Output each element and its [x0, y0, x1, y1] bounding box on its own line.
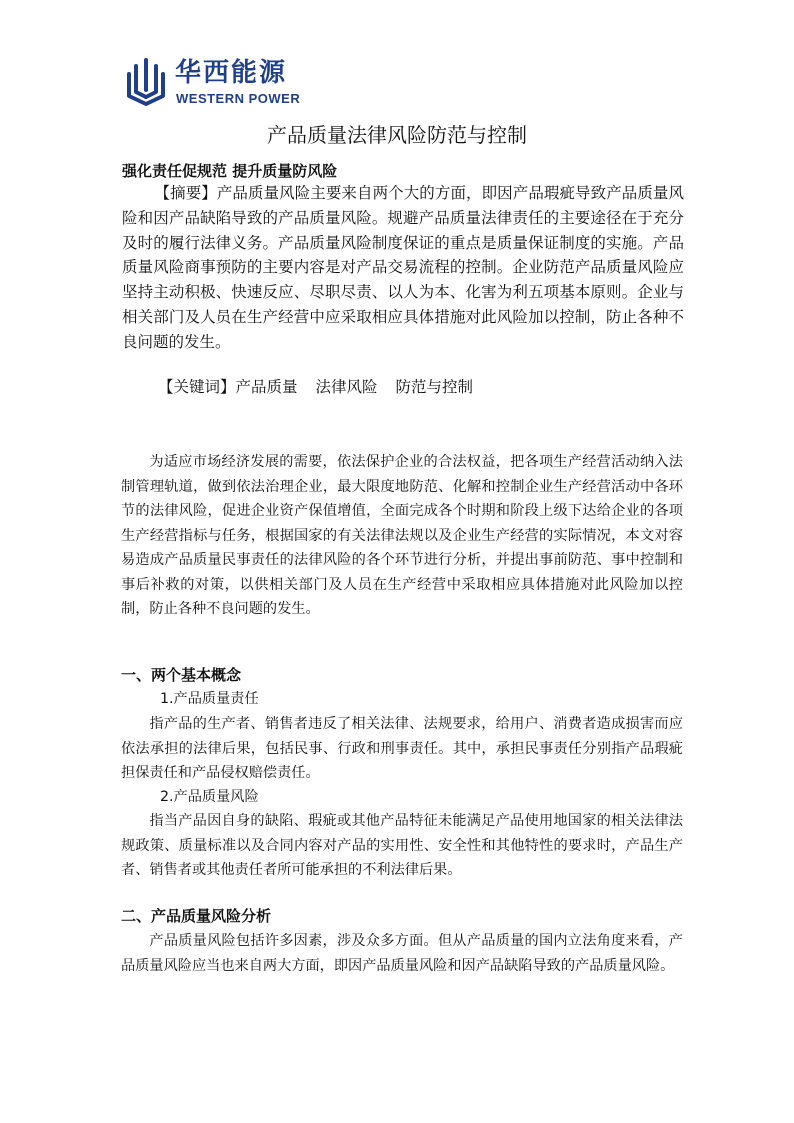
document-subtitle: 强化责任促规范 提升质量防风险	[122, 162, 338, 180]
keywords-line	[122, 375, 491, 399]
abstract-block	[122, 181, 684, 355]
subsection-heading: 2.产品质量风险	[160, 789, 259, 805]
logo-chinese-name: 华西能源	[175, 58, 288, 88]
keyword: 防范与控制	[395, 378, 474, 396]
intro-paragraph	[121, 450, 683, 622]
paragraph	[121, 712, 683, 786]
paragraph	[121, 809, 683, 883]
logo-mark-icon	[123, 56, 169, 108]
keywords-label: 【关键词】	[158, 378, 236, 396]
abstract-text: 【摘要】产品质量风险主要来自两个大的方面，即因产品瑕疵导致产品质量风险和因产品缺陷导致的产品质量风险。规避产品质量法律责任的主要途径在于充分及时的履行法律义务。产品质量风险制度保证的重点是质量保证制度的实施。产品质量风险商事预防的主要内容是对产品交易流程的控制。企业防范产品质量风险应坚持主动积极、快速反应、尽职尽责、以人为本、化害为利五项基本原则。企业与相关部门及人员在生产经营中应采取相应具体措施对此风险加以控制，防止各种不良问题的发生。	[122, 184, 684, 351]
document-title: 产品质量法律风险防范与控制	[267, 123, 527, 147]
paragraph-text: 产品质量风险包括许多因素，涉及众多方面。但从产品质量的国内立法角度来看，产品质量风险应当也来自两大方面，即因产品质量风险和因产品缺陷导致的产品质量风险。	[121, 933, 683, 974]
paragraph-text: 指产品的生产者、销售者违反了相关法律、法规要求，给用户、消费者造成损害而应依法承担的法律后果，包括民事、行政和刑事责任。其中，承担民事责任分别指产品瑕疵担保责任和产品侵权赔偿责任。	[121, 716, 683, 781]
logo-english-name: WESTERN POWER	[176, 91, 301, 106]
subsection-heading: 1.产品质量责任	[160, 691, 259, 707]
keyword: 产品质量	[235, 378, 298, 396]
paragraph-text: 指当产品因自身的缺陷、瑕疵或其他产品特征未能满足产品使用地国家的相关法律法规政策、质量标准以及合同内容对产品的实用性、安全性和其他特性的要求时，产品生产者、销售者或其他责任者所可能承担的不利法律后果。	[121, 813, 683, 878]
paragraph	[121, 929, 683, 978]
company-logo	[123, 56, 343, 112]
keyword: 法律风险	[315, 378, 378, 396]
section-heading: 二、产品质量风险分析	[121, 907, 272, 925]
section-heading: 一、两个基本概念	[121, 666, 242, 684]
intro-text: 为适应市场经济发展的需要，依法保护企业的合法权益，把各项生产经营活动纳入法制管理轨道，做到依法治理企业，最大限度地防范、化解和控制企业生产经营活动中各环节的法律风险，促进企业资产保值增值，全面完成各个时期和阶段上级下达给企业的各项生产经营指标与任务，根据国家的有关法律法规以及企业生产经营的实际情况，本文对容易造成产品质量民事责任的法律风险的各个环节进行分析，并提出事前防范、事中控制和事后补救的对策，以供相关部门及人员在生产经营中采取相应具体措施对此风险加以控制，防止各种不良问题的发生。	[121, 454, 683, 617]
